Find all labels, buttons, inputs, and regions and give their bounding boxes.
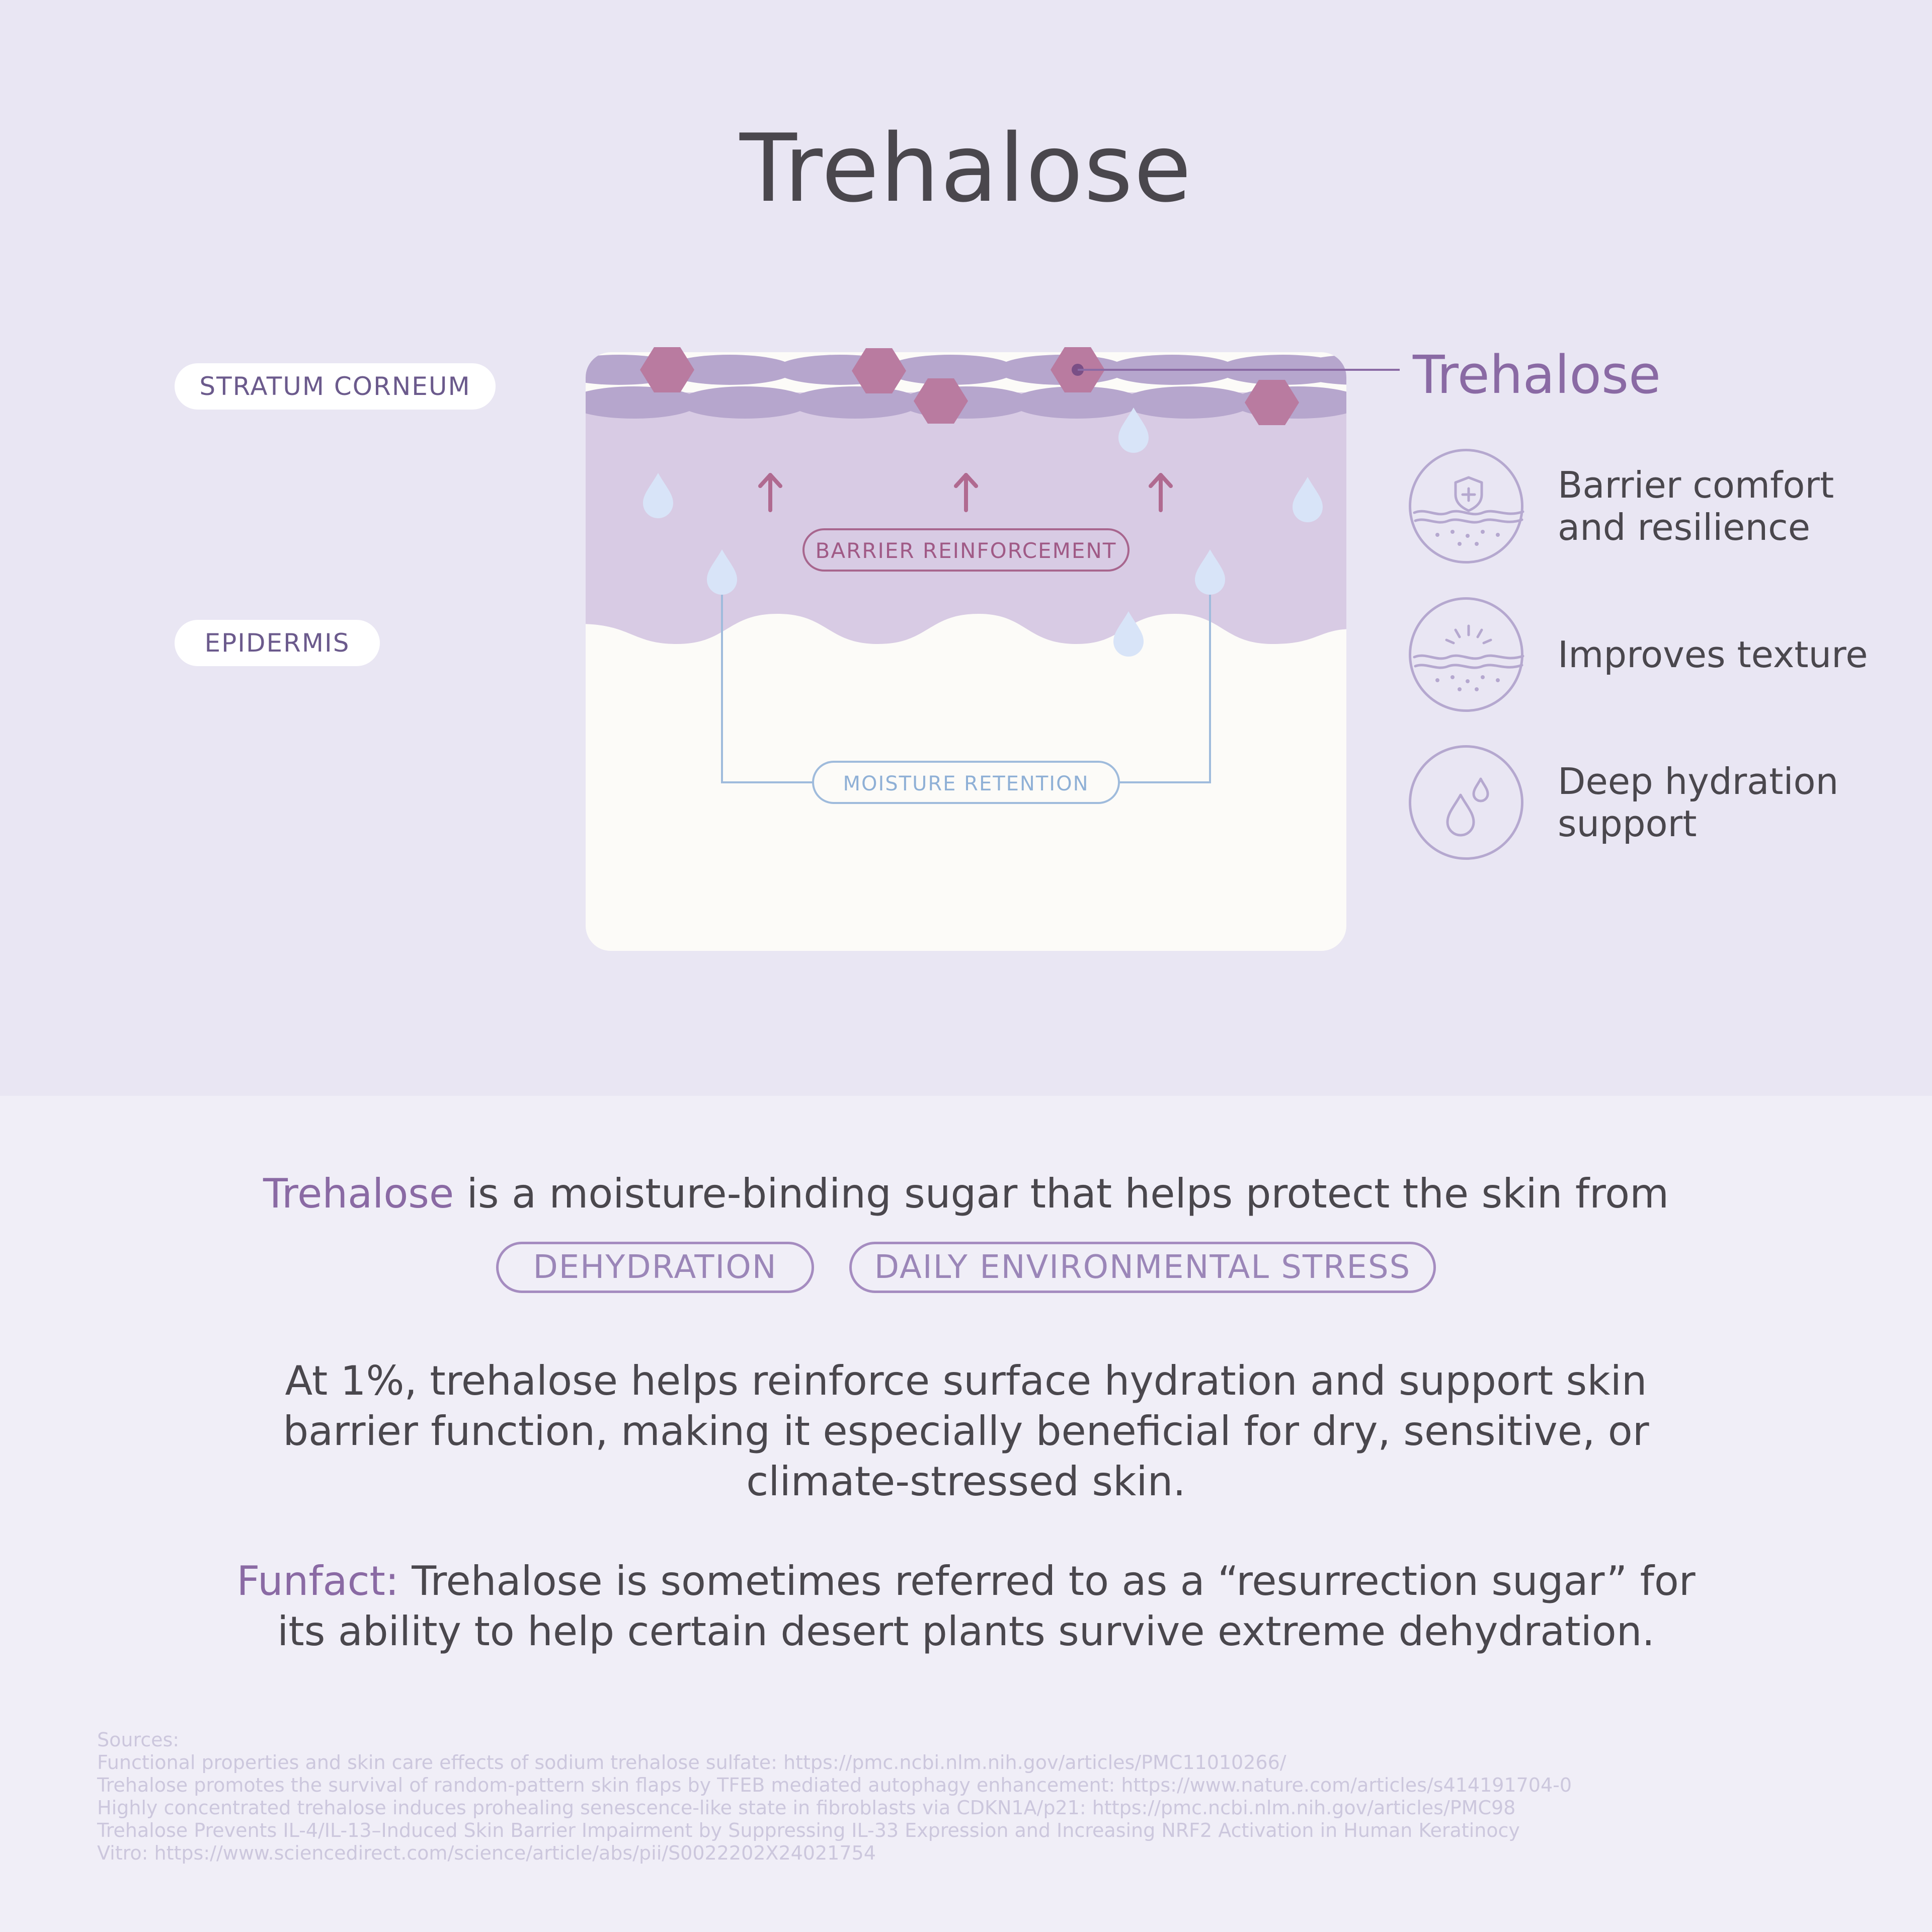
description-line: barrier function, making it especially beneficial for dry, sensitive, or xyxy=(283,1408,1649,1455)
benefit-hydration xyxy=(1409,745,1912,866)
benefit-text xyxy=(1558,597,1910,712)
benefit-text xyxy=(1558,449,1910,564)
trehalose-callout-label: Trehalose xyxy=(1413,344,1661,406)
description-line: At 1%, trehalose helps reinforce surface hydration and support skin xyxy=(285,1357,1647,1404)
shield-skin-icon xyxy=(1409,449,1523,564)
benefit-line: Deep hydration xyxy=(1558,760,1839,802)
benefit-line: Improves texture xyxy=(1558,633,1868,676)
sources-heading: Sources: xyxy=(97,1729,180,1751)
benefit-line: and resilience xyxy=(1558,506,1810,548)
benefit-texture xyxy=(1409,597,1912,718)
epidermis-label: EPIDERMIS xyxy=(175,620,380,666)
source-item: Trehalose promotes the survival of random-pattern skin flaps by TFEB mediated autophagy enhancement: https://www.nature.com/articles/s414191704-0 xyxy=(97,1774,1572,1796)
intro-highlight: Trehalose xyxy=(263,1170,454,1217)
source-item: Trehalose Prevents IL-4/IL-13–Induced Skin Barrier Impairment by Suppressing IL-33 Expression and Increasing NRF2 Activation in Human Keratinocy xyxy=(97,1819,1520,1841)
stratum-corneum-label: STRATUM CORNEUM xyxy=(175,363,496,410)
description-line: climate-stressed skin. xyxy=(746,1458,1186,1505)
intro-rest: is a moisture-binding sugar that helps protect the skin from xyxy=(454,1170,1669,1217)
benefit-line: Barrier comfort xyxy=(1558,464,1834,506)
barrier-layer xyxy=(579,392,1353,644)
source-item: Highly concentrated trehalose induces prohealing senescence-like state in fibroblasts via CDKN1A/p21: https://pmc.ncbi.nlm.nih.gov/articles/PMC98 xyxy=(97,1797,1516,1819)
moisture-retention-label: MOISTURE RETENTION xyxy=(843,772,1089,795)
source-item: Functional properties and skin care effects of sodium trehalose sulfate: https://pmc.ncbi.nlm.nih.gov/articles/PMC11010266/ xyxy=(97,1751,1286,1774)
funfact-paragraph xyxy=(0,1556,1932,1657)
funfact-label: Funfact: xyxy=(236,1558,399,1604)
funfact-line: Trehalose is sometimes referred to as a “resurrection sugar” for xyxy=(398,1558,1696,1604)
tag-environmental-stress: DAILY ENVIRONMENTAL STRESS xyxy=(849,1242,1436,1293)
source-item: Vitro: https://www.sciencedirect.com/science/article/abs/pii/S0022202X24021754 xyxy=(97,1842,876,1864)
sources-block xyxy=(97,1729,1908,1865)
sparkle-skin-icon xyxy=(1409,597,1523,712)
description-paragraph xyxy=(0,1356,1932,1507)
water-drops-icon xyxy=(1409,745,1523,860)
benefit-text xyxy=(1558,745,1910,860)
funfact-line: its ability to help certain desert plants survive extreme dehydration. xyxy=(277,1608,1655,1655)
tag-dehydration: DEHYDRATION xyxy=(496,1242,814,1293)
barrier-reinforcement-label: BARRIER REINFORCEMENT xyxy=(815,538,1117,563)
page-title: Trehalose xyxy=(740,114,1192,223)
benefit-barrier-comfort xyxy=(1409,449,1912,570)
intro-sentence xyxy=(0,1166,1932,1222)
benefit-line: support xyxy=(1558,802,1697,845)
